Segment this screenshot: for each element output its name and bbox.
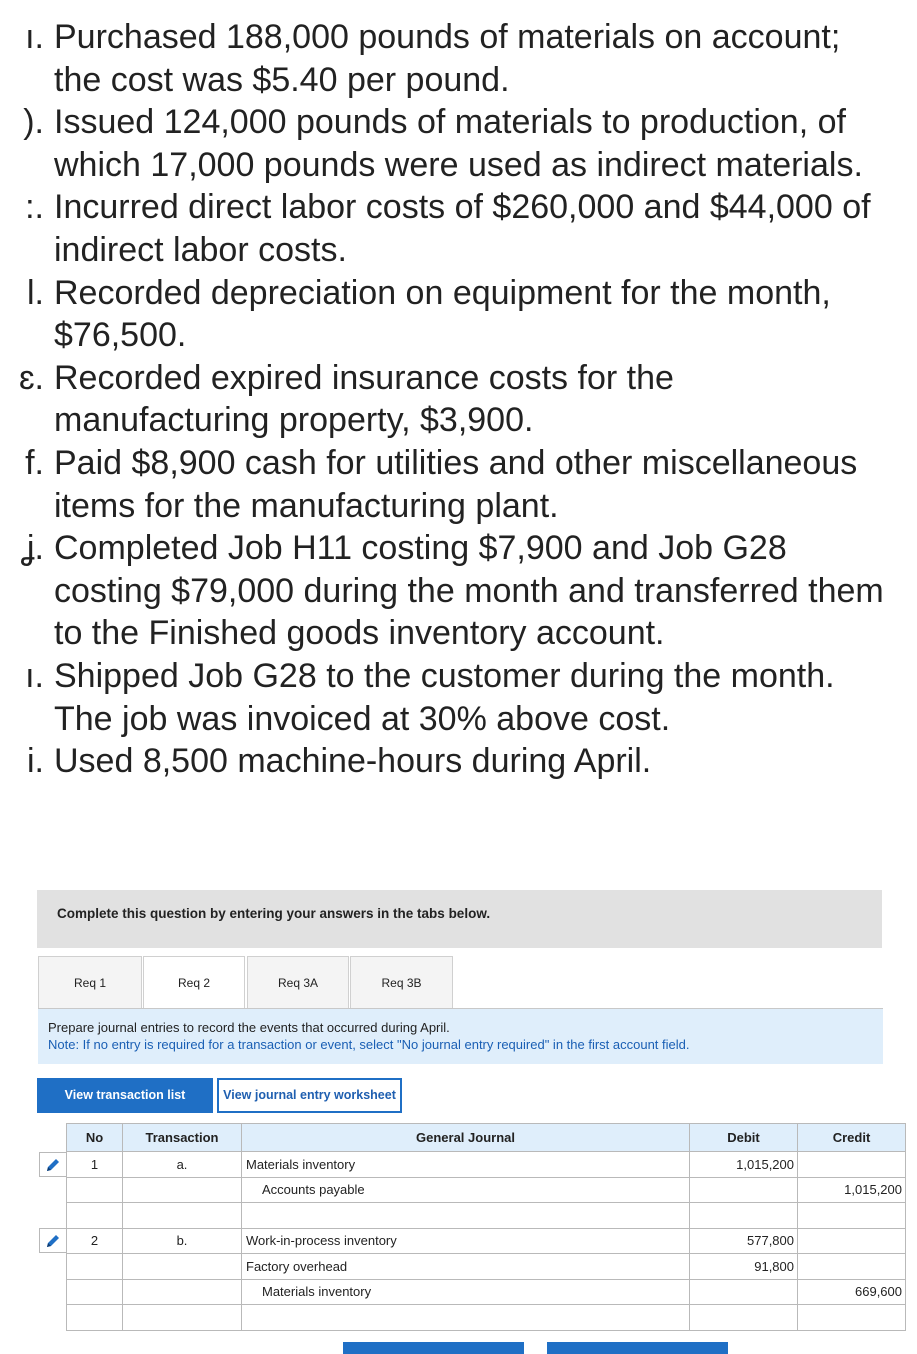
empty-cell <box>123 1203 242 1229</box>
pencil-icon <box>45 1233 61 1249</box>
entry-number <box>67 1254 123 1280</box>
debit-cell: 91,800 <box>690 1254 798 1280</box>
event-text: Recorded depreciation on equipment for the month, $76,500. <box>54 273 831 355</box>
entry-transaction <box>123 1254 242 1280</box>
view-transaction-list-button[interactable]: View transaction list <box>37 1078 213 1113</box>
edit-entry-1-button[interactable] <box>39 1152 66 1177</box>
account-cell: Factory overhead <box>242 1254 690 1280</box>
event-text: Recorded expired insurance costs for the manufacturing property, $3,900. <box>54 358 674 440</box>
account-cell: Materials inventory <box>242 1152 690 1178</box>
entry-number <box>67 1177 123 1203</box>
credit-cell <box>798 1152 906 1178</box>
empty-cell <box>242 1203 690 1229</box>
event-letter: l. <box>27 273 44 312</box>
pencil-icon <box>45 1157 61 1173</box>
event-letter: ). <box>23 103 44 142</box>
credit-cell: 669,600 <box>798 1279 906 1305</box>
event-text: Incurred direct labor costs of $260,000 and $44,000 of indirect labor costs. <box>54 188 871 269</box>
header-credit: Credit <box>798 1124 906 1152</box>
debit-cell: 577,800 <box>690 1228 798 1254</box>
entry-transaction: b. <box>123 1228 242 1254</box>
event-c <box>0 186 917 271</box>
instruction-note: Note: If no entry is required for a transaction or event, select "No journal entry required" in the first account field. <box>48 1037 690 1052</box>
requirement-instructions <box>38 1009 883 1064</box>
debit-cell <box>690 1177 798 1203</box>
table-row <box>67 1177 906 1203</box>
event-letter: f. <box>25 443 44 482</box>
event-text: Paid $8,900 cash for utilities and other miscellaneous items for the manufacturing plant. <box>54 443 858 525</box>
event-d <box>0 272 917 357</box>
table-row <box>67 1152 906 1178</box>
event-h <box>0 655 917 740</box>
empty-cell <box>67 1203 123 1229</box>
event-g <box>0 527 917 655</box>
header-debit: Debit <box>690 1124 798 1152</box>
credit-cell: 1,015,200 <box>798 1177 906 1203</box>
table-row <box>67 1228 906 1254</box>
entry-transaction: a. <box>123 1152 242 1178</box>
transaction-events-list <box>0 16 917 783</box>
event-text: Purchased 188,000 pounds of materials on account; the cost was $5.40 per pound. <box>54 18 841 99</box>
next-button[interactable] <box>547 1342 728 1354</box>
requirement-tabs <box>38 956 883 1008</box>
event-e <box>0 357 917 442</box>
entry-number: 2 <box>67 1228 123 1254</box>
previous-button[interactable] <box>343 1342 524 1354</box>
view-journal-entry-worksheet-button[interactable]: View journal entry worksheet <box>217 1078 402 1113</box>
empty-cell <box>242 1305 690 1331</box>
table-header-row <box>67 1124 906 1152</box>
event-text: Shipped Job G28 to the customer during the month. The job was invoiced at 30% above cost. <box>54 656 835 738</box>
table-row <box>67 1279 906 1305</box>
account-cell: Work-in-process inventory <box>242 1228 690 1254</box>
event-b <box>0 101 917 186</box>
event-letter: ʝ. <box>21 529 44 568</box>
empty-cell <box>690 1305 798 1331</box>
tab-req-3a[interactable]: Req 3A <box>247 956 349 1008</box>
credit-cell <box>798 1254 906 1280</box>
entry-number: 1 <box>67 1152 123 1178</box>
event-text: Issued 124,000 pounds of materials to production, of which 17,000 pounds were used as indirect materials. <box>54 103 863 184</box>
event-letter: ɛ. <box>18 358 44 397</box>
table-row-spacer <box>67 1305 906 1331</box>
event-i <box>0 740 917 783</box>
journal-entries-table <box>66 1123 906 1331</box>
event-text: Completed Job H11 costing $7,900 and Job G28 costing $79,000 during the month and transferred them to the Finished goods inventory account. <box>54 529 884 653</box>
tab-req-2[interactable]: Req 2 <box>143 956 245 1008</box>
empty-cell <box>798 1305 906 1331</box>
empty-cell <box>123 1305 242 1331</box>
event-letter: i. <box>27 742 44 781</box>
table-row <box>67 1254 906 1280</box>
entry-transaction <box>123 1279 242 1305</box>
tab-req-3b[interactable]: Req 3B <box>350 956 453 1008</box>
instructions-banner <box>37 890 882 948</box>
entry-transaction <box>123 1177 242 1203</box>
edit-entry-2-button[interactable] <box>39 1228 66 1253</box>
event-letter: ı. <box>25 18 44 56</box>
event-letter: ı. <box>25 656 44 695</box>
empty-cell <box>798 1203 906 1229</box>
header-transaction: Transaction <box>123 1124 242 1152</box>
event-f <box>0 442 917 527</box>
account-cell: Materials inventory <box>242 1279 690 1305</box>
header-general-journal: General Journal <box>242 1124 690 1152</box>
event-a <box>0 16 917 101</box>
banner-text: Complete this question by entering your answers in the tabs below. <box>57 906 491 921</box>
table-row-spacer <box>67 1203 906 1229</box>
debit-cell <box>690 1279 798 1305</box>
empty-cell <box>67 1305 123 1331</box>
event-text: Used 8,500 machine-hours during April. <box>54 742 652 781</box>
instruction-text: Prepare journal entries to record the events that occurred during April. <box>48 1020 450 1035</box>
account-cell: Accounts payable <box>242 1177 690 1203</box>
header-no: No <box>67 1124 123 1152</box>
credit-cell <box>798 1228 906 1254</box>
event-letter: :. <box>25 188 44 227</box>
tab-req-1[interactable]: Req 1 <box>38 956 142 1008</box>
debit-cell: 1,015,200 <box>690 1152 798 1178</box>
empty-cell <box>690 1203 798 1229</box>
entry-number <box>67 1279 123 1305</box>
